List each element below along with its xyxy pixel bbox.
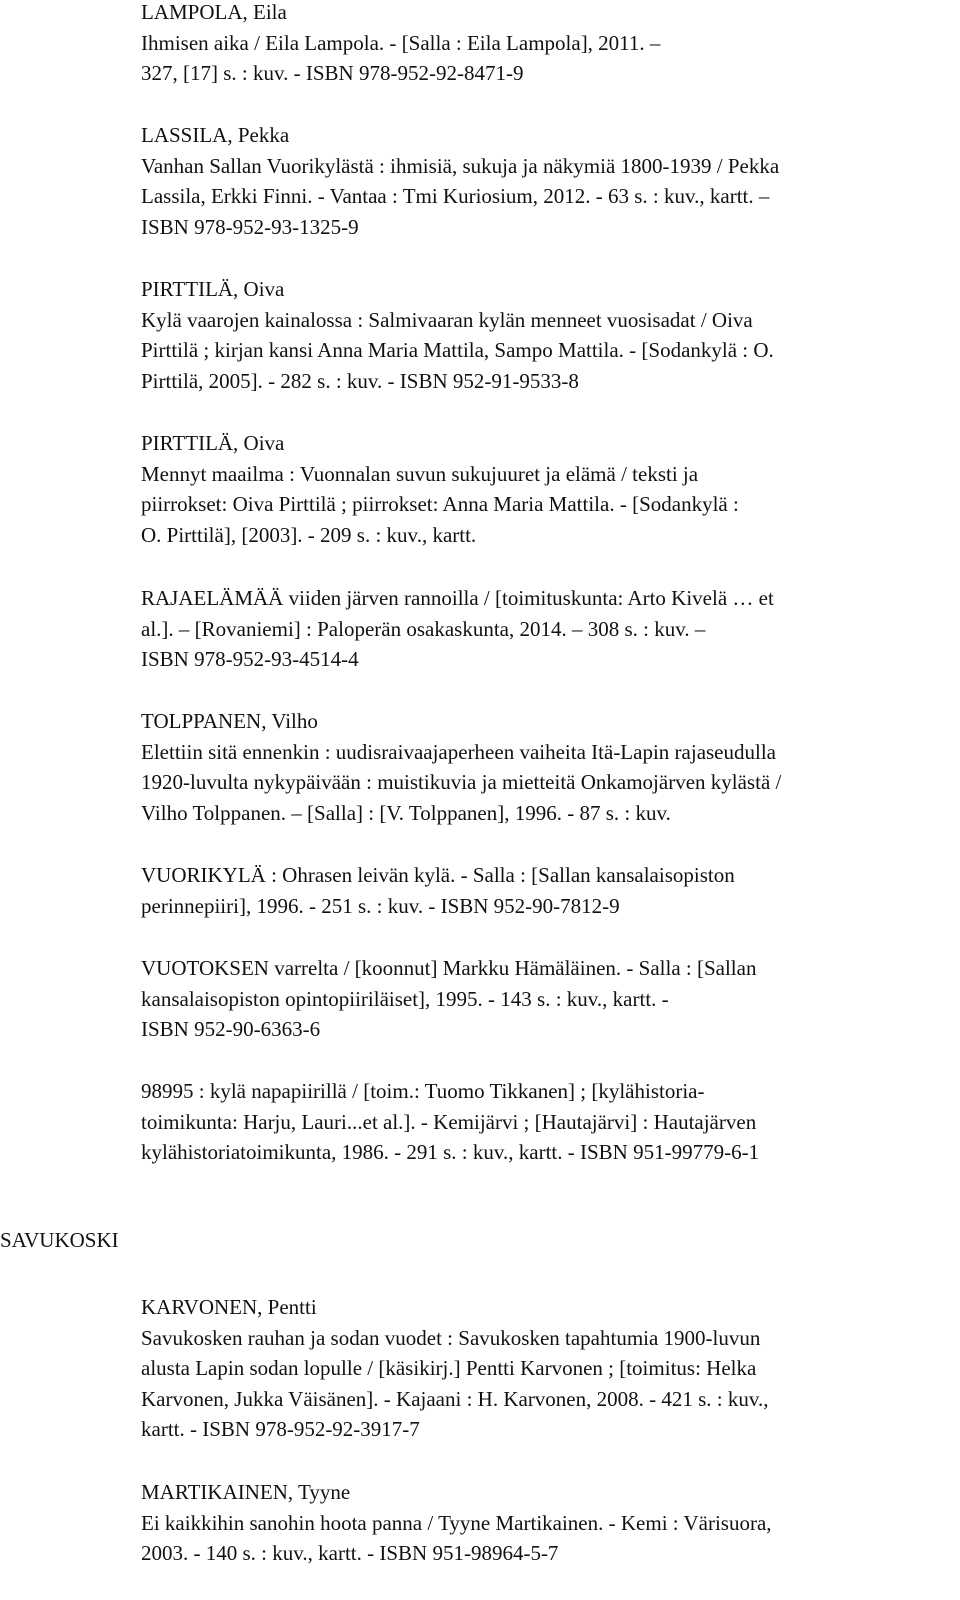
bibliography-entry-tolppanen	[141, 706, 941, 828]
entry-line: ISBN 952-90-6363-6	[141, 1017, 321, 1041]
entry-line: Mennyt maailma : Vuonnalan suvun sukujuuret ja elämä / teksti ja	[141, 461, 699, 486]
entry-line: Pirttilä ; kirjan kansi Anna Maria Mattila, Sampo Mattila. - [Sodankylä : O.	[141, 338, 774, 362]
entry-line: Lassila, Erkki Finni. - Vantaa : Tmi Kuriosium, 2012. - 63 s. : kuv., kartt. –	[141, 184, 770, 208]
entry-line: 327, [17] s. : kuv. - ISBN 978-952-92-8471-9	[141, 61, 524, 85]
entry-line: kartt. - ISBN 978-952-92-3917-7	[141, 1417, 420, 1441]
bibliography-entry-vuotoksen	[141, 953, 941, 1045]
entry-line: VUORIKYLÄ : Ohrasen leivän kylä. - Salla : [Sallan kansalaisopiston	[141, 863, 735, 887]
entry-line: Savukosken rauhan ja sodan vuodet : Savukosken tapahtumia 1900-luvun	[141, 1325, 761, 1350]
entry-author: LASSILA, Pekka	[141, 123, 290, 147]
entry-line: Karvonen, Jukka Väisänen]. - Kajaani : H. Karvonen, 2008. - 421 s. : kuv.,	[141, 1386, 769, 1411]
bibliography-entry-vuorikyla	[141, 860, 941, 921]
bibliography-entry-pirttila-1	[141, 274, 941, 396]
entry-line: Elettiin sitä ennenkin : uudisraivaajaperheen vaiheita Itä-Lapin rajaseudulla	[141, 739, 776, 764]
entry-line: perinnepiiri], 1996. - 251 s. : kuv. - ISBN 952-90-7812-9	[141, 893, 620, 918]
entry-author: PIRTTILÄ, Oiva	[141, 431, 285, 455]
bibliography-entry-lassila	[141, 120, 941, 242]
entry-author: MARTIKAINEN, Tyyne	[141, 1480, 351, 1504]
entry-line: piirrokset: Oiva Pirttilä ; piirrokset: Anna Maria Mattila. - [Sodankylä :	[141, 492, 739, 516]
bibliography-entry-karvonen	[141, 1292, 941, 1445]
entry-line: Pirttilä, 2005]. - 282 s. : kuv. - ISBN 952-91-9533-8	[141, 368, 579, 393]
bibliography-entry-rajaelamaa	[141, 583, 941, 675]
entry-line: O. Pirttilä], [2003]. - 209 s. : kuv., kartt.	[141, 522, 477, 547]
entry-line: ISBN 978-952-93-1325-9	[141, 214, 359, 239]
entry-line: ISBN 978-952-93-4514-4	[141, 647, 359, 671]
entry-line: kylähistoriatoimikunta, 1986. - 291 s. : kuv., kartt. - ISBN 951-99779-6-1	[141, 1140, 760, 1164]
entry-author: KARVONEN, Pentti	[141, 1295, 317, 1319]
entry-line: RAJAELÄMÄÄ viiden järven rannoilla / [toimituskunta: Arto Kivelä … et	[141, 586, 774, 610]
entry-line: Vanhan Sallan Vuorikylästä : ihmisiä, sukuja ja näkymiä 1800-1939 / Pekka	[141, 153, 780, 178]
entry-line: al.]. – [Rovaniemi] : Paloperän osakaskunta, 2014. – 308 s. : kuv. –	[141, 616, 706, 641]
bibliography-entry-98995	[141, 1076, 941, 1168]
entry-line: 2003. - 140 s. : kuv., kartt. - ISBN 951-98964-5-7	[141, 1541, 559, 1565]
bibliography-entry-pirttila-2	[141, 428, 941, 550]
entry-line: toimikunta: Harju, Lauri...et al.]. - Kemijärvi ; [Hautajärvi] : Hautajärven	[141, 1109, 757, 1134]
entry-line: VUOTOKSEN varrelta / [koonnut] Markku Hämäläinen. - Salla : [Sallan	[141, 956, 757, 980]
entry-line: 98995 : kylä napapiirillä / [toim.: Tuomo Tikkanen] ; [kylähistoria-	[141, 1079, 705, 1103]
entry-line: Kylä vaarojen kainalossa : Salmivaaran kylän menneet vuosisadat / Oiva	[141, 307, 753, 332]
entry-line: Ei kaikkihin sanohin hoota panna / Tyyne Martikainen. - Kemi : Värisuora,	[141, 1510, 772, 1535]
entry-line: Ihmisen aika / Eila Lampola. - [Salla : Eila Lampola], 2011. –	[141, 30, 661, 55]
entry-line: 1920-luvulta nykypäivään : muistikuvia ja mietteitä Onkamojärven kylästä /	[141, 770, 782, 794]
entry-author: TOLPPANEN, Vilho	[141, 709, 318, 733]
section-heading-savukoski: SAVUKOSKI	[0, 1228, 119, 1252]
bibliography-entry-martikainen	[141, 1477, 941, 1569]
entry-line: Vilho Tolppanen. – [Salla] : [V. Tolppanen], 1996. - 87 s. : kuv.	[141, 800, 671, 825]
entry-author: LAMPOLA, Eila	[141, 0, 287, 24]
entry-line: alusta Lapin sodan lopulle / [käsikirj.] Pentti Karvonen ; [toimitus: Helka	[141, 1356, 757, 1380]
entry-author: PIRTTILÄ, Oiva	[141, 277, 285, 301]
entry-line: kansalaisopiston opintopiiriläiset], 1995. - 143 s. : kuv., kartt. -	[141, 986, 669, 1011]
bibliography-entry-lampola	[141, 0, 941, 89]
